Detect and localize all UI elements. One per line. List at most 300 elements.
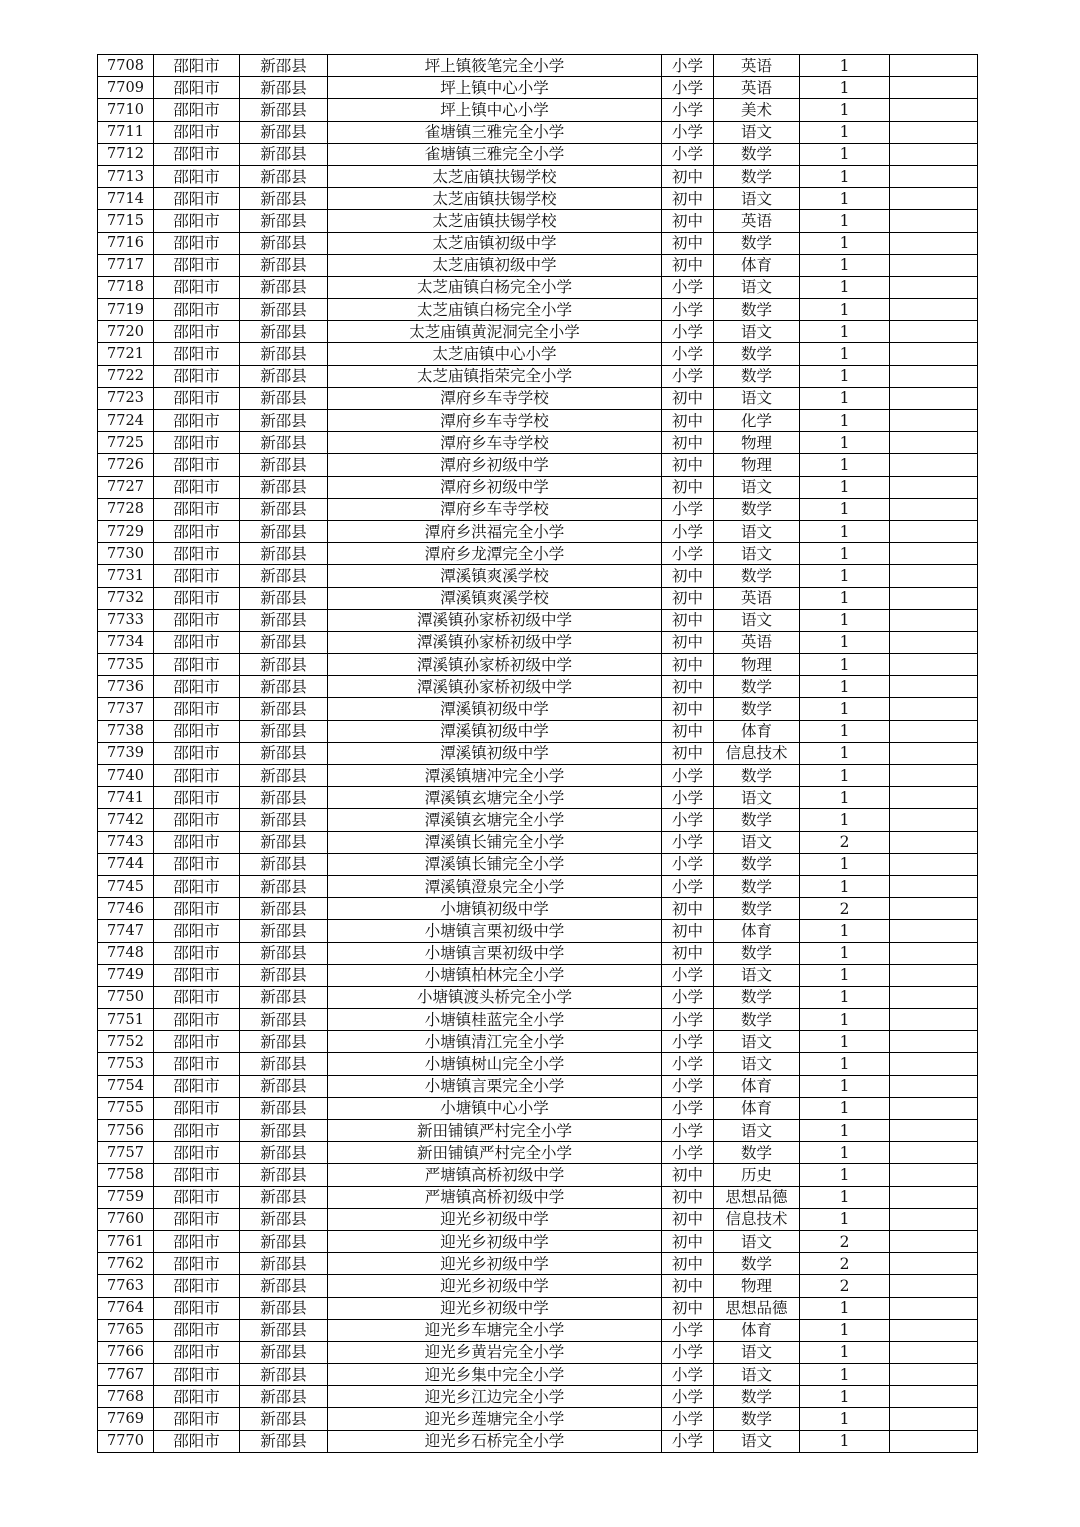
- level-cell: 初中: [662, 1186, 714, 1208]
- county-cell: 新邵县: [240, 143, 328, 165]
- row-number-cell: 7745: [98, 875, 154, 897]
- count-cell: 1: [800, 676, 890, 698]
- count-cell: 1: [800, 1009, 890, 1031]
- school-cell: 潭府乡车寺学校: [328, 387, 662, 409]
- remark-cell: [890, 1142, 978, 1164]
- city-cell: 邵阳市: [154, 1364, 240, 1386]
- subject-cell: 语文: [714, 787, 800, 809]
- level-cell: 小学: [662, 1031, 714, 1053]
- city-cell: 邵阳市: [154, 1408, 240, 1430]
- remark-cell: [890, 1009, 978, 1031]
- city-cell: 邵阳市: [154, 853, 240, 875]
- count-cell: 2: [800, 1275, 890, 1297]
- subject-cell: 数学: [714, 343, 800, 365]
- county-cell: 新邵县: [240, 654, 328, 676]
- count-cell: 1: [800, 321, 890, 343]
- table-row: [98, 898, 978, 920]
- county-cell: 新邵县: [240, 609, 328, 631]
- row-number-cell: 7716: [98, 232, 154, 254]
- county-cell: 新邵县: [240, 432, 328, 454]
- remark-cell: [890, 654, 978, 676]
- table-row: [98, 232, 978, 254]
- count-cell: 1: [800, 565, 890, 587]
- county-cell: 新邵县: [240, 498, 328, 520]
- table-row: [98, 254, 978, 276]
- subject-cell: 语文: [714, 476, 800, 498]
- row-number-cell: 7710: [98, 99, 154, 121]
- level-cell: 初中: [662, 1253, 714, 1275]
- remark-cell: [890, 1319, 978, 1341]
- city-cell: 邵阳市: [154, 898, 240, 920]
- count-cell: 1: [800, 254, 890, 276]
- remark-cell: [890, 1408, 978, 1430]
- subject-cell: 思想品德: [714, 1297, 800, 1319]
- table-row: [98, 498, 978, 520]
- row-number-cell: 7723: [98, 387, 154, 409]
- subject-cell: 语文: [714, 1430, 800, 1452]
- level-cell: 初中: [662, 432, 714, 454]
- table-row: [98, 587, 978, 609]
- remark-cell: [890, 831, 978, 853]
- table-row: [98, 986, 978, 1008]
- row-number-cell: 7761: [98, 1230, 154, 1252]
- count-cell: 1: [800, 587, 890, 609]
- count-cell: 1: [800, 1430, 890, 1452]
- school-cell: 太芝庙镇扶锡学校: [328, 188, 662, 210]
- row-number-cell: 7721: [98, 343, 154, 365]
- county-cell: 新邵县: [240, 1031, 328, 1053]
- subject-cell: 数学: [714, 765, 800, 787]
- row-number-cell: 7757: [98, 1142, 154, 1164]
- table-row: [98, 188, 978, 210]
- school-cell: 迎光乡石桥完全小学: [328, 1430, 662, 1452]
- row-number-cell: 7766: [98, 1341, 154, 1363]
- remark-cell: [890, 1253, 978, 1275]
- city-cell: 邵阳市: [154, 1097, 240, 1119]
- count-cell: 1: [800, 188, 890, 210]
- city-cell: 邵阳市: [154, 631, 240, 653]
- city-cell: 邵阳市: [154, 1230, 240, 1252]
- county-cell: 新邵县: [240, 210, 328, 232]
- row-number-cell: 7741: [98, 787, 154, 809]
- county-cell: 新邵县: [240, 1341, 328, 1363]
- level-cell: 初中: [662, 165, 714, 187]
- subject-cell: 信息技术: [714, 742, 800, 764]
- school-cell: 小塘镇树山完全小学: [328, 1053, 662, 1075]
- county-cell: 新邵县: [240, 365, 328, 387]
- county-cell: 新邵县: [240, 853, 328, 875]
- city-cell: 邵阳市: [154, 299, 240, 321]
- table-row: [98, 1341, 978, 1363]
- subject-cell: 语文: [714, 1230, 800, 1252]
- count-cell: 1: [800, 853, 890, 875]
- table-row: [98, 920, 978, 942]
- remark-cell: [890, 454, 978, 476]
- school-cell: 潭溪镇玄塘完全小学: [328, 787, 662, 809]
- subject-cell: 物理: [714, 654, 800, 676]
- remark-cell: [890, 299, 978, 321]
- level-cell: 初中: [662, 1297, 714, 1319]
- city-cell: 邵阳市: [154, 454, 240, 476]
- table-row: [98, 1430, 978, 1452]
- county-cell: 新邵县: [240, 1230, 328, 1252]
- city-cell: 邵阳市: [154, 1430, 240, 1452]
- school-cell: 太芝庙镇初级中学: [328, 232, 662, 254]
- remark-cell: [890, 742, 978, 764]
- table-row: [98, 1053, 978, 1075]
- table-row: [98, 143, 978, 165]
- level-cell: 初中: [662, 609, 714, 631]
- school-cell: 潭溪镇长铺完全小学: [328, 831, 662, 853]
- subject-cell: 信息技术: [714, 1208, 800, 1230]
- table-row: [98, 875, 978, 897]
- city-cell: 邵阳市: [154, 587, 240, 609]
- count-cell: 2: [800, 831, 890, 853]
- city-cell: 邵阳市: [154, 1208, 240, 1230]
- table-row: [98, 631, 978, 653]
- school-cell: 坪上镇筱笔完全小学: [328, 55, 662, 77]
- county-cell: 新邵县: [240, 1097, 328, 1119]
- school-cell: 潭府乡龙潭完全小学: [328, 543, 662, 565]
- remark-cell: [890, 188, 978, 210]
- count-cell: 1: [800, 986, 890, 1008]
- city-cell: 邵阳市: [154, 1386, 240, 1408]
- row-number-cell: 7765: [98, 1319, 154, 1341]
- row-number-cell: 7726: [98, 454, 154, 476]
- school-cell: 太芝庙镇白杨完全小学: [328, 299, 662, 321]
- city-cell: 邵阳市: [154, 920, 240, 942]
- county-cell: 新邵县: [240, 875, 328, 897]
- table-row: [98, 321, 978, 343]
- subject-cell: 英语: [714, 631, 800, 653]
- level-cell: 初中: [662, 210, 714, 232]
- level-cell: 小学: [662, 1408, 714, 1430]
- city-cell: 邵阳市: [154, 1164, 240, 1186]
- level-cell: 初中: [662, 1275, 714, 1297]
- level-cell: 小学: [662, 55, 714, 77]
- level-cell: 小学: [662, 1341, 714, 1363]
- county-cell: 新邵县: [240, 343, 328, 365]
- subject-cell: 数学: [714, 232, 800, 254]
- school-cell: 小塘镇桂蓝完全小学: [328, 1009, 662, 1031]
- county-cell: 新邵县: [240, 299, 328, 321]
- row-number-cell: 7751: [98, 1009, 154, 1031]
- county-cell: 新邵县: [240, 1408, 328, 1430]
- subject-cell: 数学: [714, 143, 800, 165]
- county-cell: 新邵县: [240, 77, 328, 99]
- subject-cell: 体育: [714, 1097, 800, 1119]
- school-cell: 潭溪镇孙家桥初级中学: [328, 609, 662, 631]
- school-cell: 潭溪镇初级中学: [328, 720, 662, 742]
- county-cell: 新邵县: [240, 188, 328, 210]
- county-cell: 新邵县: [240, 1386, 328, 1408]
- count-cell: 1: [800, 1186, 890, 1208]
- level-cell: 小学: [662, 1319, 714, 1341]
- school-cell: 小塘镇言栗初级中学: [328, 920, 662, 942]
- school-cell: 雀塘镇三雅完全小学: [328, 143, 662, 165]
- subject-cell: 数学: [714, 698, 800, 720]
- level-cell: 小学: [662, 343, 714, 365]
- count-cell: 1: [800, 1120, 890, 1142]
- county-cell: 新邵县: [240, 410, 328, 432]
- row-number-cell: 7718: [98, 276, 154, 298]
- school-cell: 太芝庙镇黄泥洞完全小学: [328, 321, 662, 343]
- subject-cell: 数学: [714, 676, 800, 698]
- row-number-cell: 7708: [98, 55, 154, 77]
- subject-cell: 语文: [714, 387, 800, 409]
- row-number-cell: 7734: [98, 631, 154, 653]
- city-cell: 邵阳市: [154, 1120, 240, 1142]
- subject-cell: 语文: [714, 1364, 800, 1386]
- remark-cell: [890, 365, 978, 387]
- row-number-cell: 7749: [98, 964, 154, 986]
- row-number-cell: 7767: [98, 1364, 154, 1386]
- city-cell: 邵阳市: [154, 765, 240, 787]
- level-cell: 初中: [662, 742, 714, 764]
- row-number-cell: 7736: [98, 676, 154, 698]
- remark-cell: [890, 432, 978, 454]
- level-cell: 初中: [662, 1208, 714, 1230]
- city-cell: 邵阳市: [154, 121, 240, 143]
- school-cell: 潭府乡初级中学: [328, 476, 662, 498]
- subject-cell: 数学: [714, 809, 800, 831]
- table-row: [98, 1275, 978, 1297]
- level-cell: 小学: [662, 77, 714, 99]
- county-cell: 新邵县: [240, 742, 328, 764]
- county-cell: 新邵县: [240, 1009, 328, 1031]
- subject-cell: 思想品德: [714, 1186, 800, 1208]
- county-cell: 新邵县: [240, 565, 328, 587]
- city-cell: 邵阳市: [154, 1031, 240, 1053]
- remark-cell: [890, 343, 978, 365]
- vacancy-table: [97, 54, 978, 1453]
- school-cell: 新田铺镇严村完全小学: [328, 1142, 662, 1164]
- school-cell: 小塘镇渡头桥完全小学: [328, 986, 662, 1008]
- count-cell: 1: [800, 809, 890, 831]
- city-cell: 邵阳市: [154, 742, 240, 764]
- city-cell: 邵阳市: [154, 942, 240, 964]
- city-cell: 邵阳市: [154, 321, 240, 343]
- county-cell: 新邵县: [240, 387, 328, 409]
- county-cell: 新邵县: [240, 55, 328, 77]
- level-cell: 初中: [662, 565, 714, 587]
- level-cell: 初中: [662, 631, 714, 653]
- table-row: [98, 77, 978, 99]
- subject-cell: 语文: [714, 520, 800, 542]
- school-cell: 小塘镇言栗完全小学: [328, 1075, 662, 1097]
- school-cell: 潭溪镇玄塘完全小学: [328, 809, 662, 831]
- remark-cell: [890, 1364, 978, 1386]
- level-cell: 小学: [662, 276, 714, 298]
- school-cell: 小塘镇言栗初级中学: [328, 942, 662, 964]
- city-cell: 邵阳市: [154, 1275, 240, 1297]
- school-cell: 潭溪镇澄泉完全小学: [328, 875, 662, 897]
- level-cell: 小学: [662, 121, 714, 143]
- county-cell: 新邵县: [240, 1275, 328, 1297]
- city-cell: 邵阳市: [154, 410, 240, 432]
- count-cell: 1: [800, 143, 890, 165]
- city-cell: 邵阳市: [154, 1075, 240, 1097]
- city-cell: 邵阳市: [154, 188, 240, 210]
- count-cell: 1: [800, 1164, 890, 1186]
- city-cell: 邵阳市: [154, 55, 240, 77]
- count-cell: 1: [800, 609, 890, 631]
- subject-cell: 数学: [714, 365, 800, 387]
- remark-cell: [890, 1341, 978, 1363]
- county-cell: 新邵县: [240, 809, 328, 831]
- school-cell: 新田铺镇严村完全小学: [328, 1120, 662, 1142]
- table-row: [98, 410, 978, 432]
- school-cell: 坪上镇中心小学: [328, 77, 662, 99]
- table-row: [98, 1142, 978, 1164]
- subject-cell: 数学: [714, 1253, 800, 1275]
- count-cell: 1: [800, 1364, 890, 1386]
- remark-cell: [890, 942, 978, 964]
- table-row: [98, 654, 978, 676]
- row-number-cell: 7730: [98, 543, 154, 565]
- remark-cell: [890, 276, 978, 298]
- remark-cell: [890, 165, 978, 187]
- row-number-cell: 7722: [98, 365, 154, 387]
- table-row: [98, 942, 978, 964]
- table-row: [98, 1386, 978, 1408]
- row-number-cell: 7759: [98, 1186, 154, 1208]
- level-cell: 小学: [662, 1430, 714, 1452]
- level-cell: 初中: [662, 188, 714, 210]
- level-cell: 初中: [662, 254, 714, 276]
- row-number-cell: 7746: [98, 898, 154, 920]
- remark-cell: [890, 720, 978, 742]
- table-row: [98, 343, 978, 365]
- county-cell: 新邵县: [240, 1208, 328, 1230]
- city-cell: 邵阳市: [154, 1341, 240, 1363]
- remark-cell: [890, 232, 978, 254]
- city-cell: 邵阳市: [154, 676, 240, 698]
- remark-cell: [890, 1186, 978, 1208]
- table-row: [98, 387, 978, 409]
- remark-cell: [890, 1208, 978, 1230]
- row-number-cell: 7752: [98, 1031, 154, 1053]
- table-row: [98, 432, 978, 454]
- school-cell: 潭溪镇孙家桥初级中学: [328, 654, 662, 676]
- level-cell: 小学: [662, 520, 714, 542]
- count-cell: 1: [800, 121, 890, 143]
- row-number-cell: 7720: [98, 321, 154, 343]
- count-cell: 1: [800, 1386, 890, 1408]
- count-cell: 1: [800, 165, 890, 187]
- school-cell: 潭溪镇爽溪学校: [328, 587, 662, 609]
- level-cell: 初中: [662, 387, 714, 409]
- subject-cell: 语文: [714, 1031, 800, 1053]
- level-cell: 小学: [662, 1364, 714, 1386]
- city-cell: 邵阳市: [154, 720, 240, 742]
- count-cell: 1: [800, 343, 890, 365]
- count-cell: 1: [800, 942, 890, 964]
- subject-cell: 美术: [714, 99, 800, 121]
- remark-cell: [890, 676, 978, 698]
- row-number-cell: 7732: [98, 587, 154, 609]
- count-cell: 2: [800, 898, 890, 920]
- count-cell: 1: [800, 410, 890, 432]
- school-cell: 太芝庙镇中心小学: [328, 343, 662, 365]
- count-cell: 1: [800, 1075, 890, 1097]
- remark-cell: [890, 1053, 978, 1075]
- subject-cell: 数学: [714, 1408, 800, 1430]
- level-cell: 小学: [662, 543, 714, 565]
- level-cell: 初中: [662, 654, 714, 676]
- school-cell: 迎光乡初级中学: [328, 1230, 662, 1252]
- row-number-cell: 7725: [98, 432, 154, 454]
- remark-cell: [890, 321, 978, 343]
- school-cell: 迎光乡黄岩完全小学: [328, 1341, 662, 1363]
- row-number-cell: 7748: [98, 942, 154, 964]
- remark-cell: [890, 387, 978, 409]
- school-cell: 太芝庙镇扶锡学校: [328, 165, 662, 187]
- subject-cell: 数学: [714, 165, 800, 187]
- subject-cell: 数学: [714, 299, 800, 321]
- table-row: [98, 1120, 978, 1142]
- school-cell: 潭溪镇孙家桥初级中学: [328, 631, 662, 653]
- count-cell: 1: [800, 631, 890, 653]
- city-cell: 邵阳市: [154, 232, 240, 254]
- table-row: [98, 720, 978, 742]
- table-row: [98, 609, 978, 631]
- school-cell: 潭府乡车寺学校: [328, 410, 662, 432]
- school-cell: 迎光乡车塘完全小学: [328, 1319, 662, 1341]
- subject-cell: 数学: [714, 986, 800, 1008]
- level-cell: 小学: [662, 1075, 714, 1097]
- remark-cell: [890, 631, 978, 653]
- count-cell: 1: [800, 520, 890, 542]
- school-cell: 迎光乡集中完全小学: [328, 1364, 662, 1386]
- school-cell: 严塘镇高桥初级中学: [328, 1186, 662, 1208]
- row-number-cell: 7769: [98, 1408, 154, 1430]
- subject-cell: 体育: [714, 920, 800, 942]
- city-cell: 邵阳市: [154, 654, 240, 676]
- remark-cell: [890, 809, 978, 831]
- count-cell: 1: [800, 55, 890, 77]
- subject-cell: 化学: [714, 410, 800, 432]
- school-cell: 潭溪镇初级中学: [328, 698, 662, 720]
- count-cell: 1: [800, 1341, 890, 1363]
- level-cell: 小学: [662, 365, 714, 387]
- row-number-cell: 7744: [98, 853, 154, 875]
- row-number-cell: 7768: [98, 1386, 154, 1408]
- school-cell: 小塘镇初级中学: [328, 898, 662, 920]
- level-cell: 初中: [662, 410, 714, 432]
- county-cell: 新邵县: [240, 1142, 328, 1164]
- row-number-cell: 7735: [98, 654, 154, 676]
- subject-cell: 体育: [714, 1075, 800, 1097]
- row-number-cell: 7763: [98, 1275, 154, 1297]
- city-cell: 邵阳市: [154, 1186, 240, 1208]
- table-row: [98, 742, 978, 764]
- city-cell: 邵阳市: [154, 254, 240, 276]
- school-cell: 迎光乡初级中学: [328, 1275, 662, 1297]
- row-number-cell: 7754: [98, 1075, 154, 1097]
- table-row: [98, 831, 978, 853]
- table-row: [98, 1253, 978, 1275]
- school-cell: 坪上镇中心小学: [328, 99, 662, 121]
- subject-cell: 语文: [714, 1341, 800, 1363]
- subject-cell: 数学: [714, 942, 800, 964]
- city-cell: 邵阳市: [154, 986, 240, 1008]
- remark-cell: [890, 77, 978, 99]
- count-cell: 1: [800, 432, 890, 454]
- count-cell: 1: [800, 210, 890, 232]
- school-cell: 小塘镇柏林完全小学: [328, 964, 662, 986]
- city-cell: 邵阳市: [154, 276, 240, 298]
